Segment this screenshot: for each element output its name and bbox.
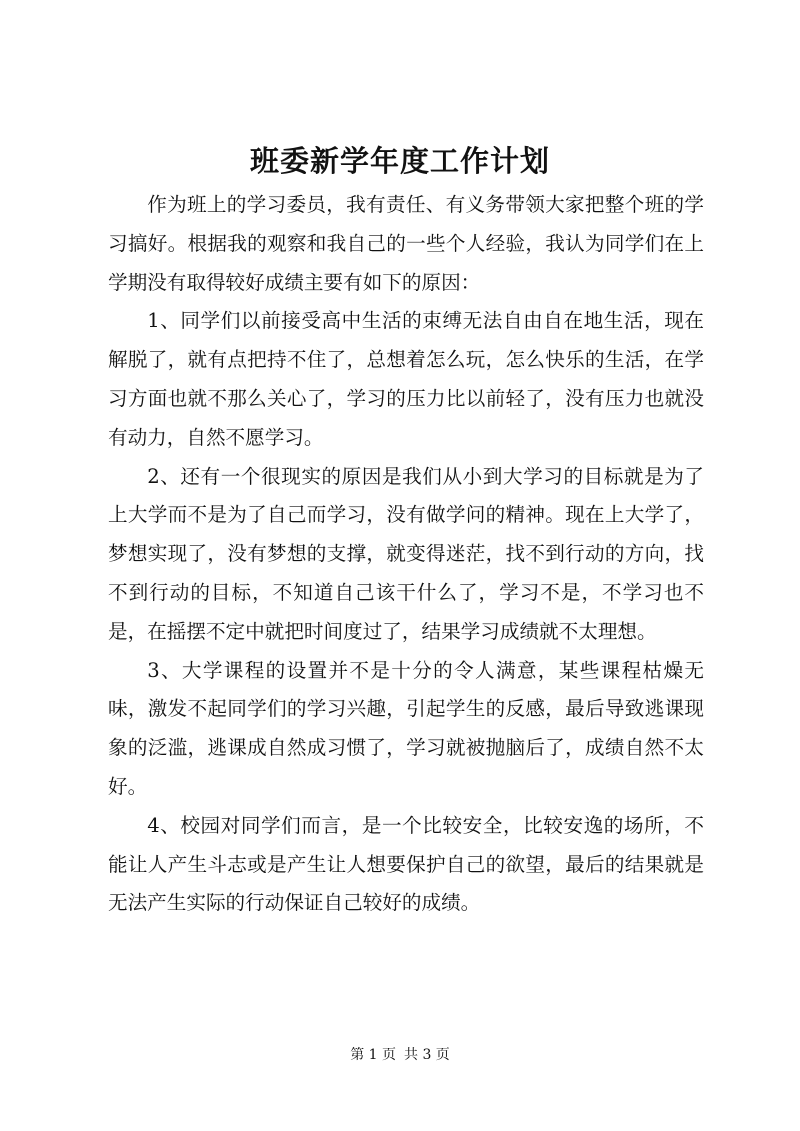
paragraph-reason-1: 1、同学们以前接受高中生活的束缚无法自由自在地生活，现在解脱了，就有点把持不住了，总想着怎么玩，怎么快乐的生活，在学习方面也就不那么关心了，学习的压力比以前轻了，没有压力也就没有动力，自然不愿学习。 (108, 309, 704, 449)
paragraph-intro: 作为班上的学习委员，我有责任、有义务带领大家把整个班的学习搞好。根据我的观察和我自己的一些个人经验，我认为同学们在上学期没有取得较好成绩主要有如下的原因： (108, 193, 704, 294)
page-number: 第 1 页 (350, 1047, 396, 1063)
paragraph-reason-3: 3、大学课程的设置并不是十分的令人满意，某些课程枯燥无味，激发不起同学们的学习兴趣，引起学生的反感，最后导致逃课现象的泛滥，逃课成自然成习惯了，学习就被抛脑后了，成绩自然不太好。 (108, 658, 704, 798)
page-total: 共 3 页 (404, 1047, 450, 1063)
document-title: 班委新学年度工作计划 (249, 144, 550, 178)
paragraph-reason-4: 4、校园对同学们而言，是一个比较安全，比较安逸的场所，不能让人产生斗志或是产生让人想要保护自己的欲望，最后的结果就是无法产生实际的行动保证自己较好的成绩。 (108, 813, 704, 915)
paragraph-reason-2: 2、还有一个很现实的原因是我们从小到大学习的目标就是为了上大学而不是为了自己而学习，没有做学问的精神。现在上大学了，梦想实现了，没有梦想的支撑，就变得迷茫，找不到行动的方向，找不到行动的目标，不知道自己该干什么了，学习不是，不学习也不是，在摇摆不定中就把时间度过了，结果学习成绩就不太理想。 (108, 464, 704, 643)
page-footer (0, 1045, 800, 1065)
document-body (108, 186, 704, 923)
